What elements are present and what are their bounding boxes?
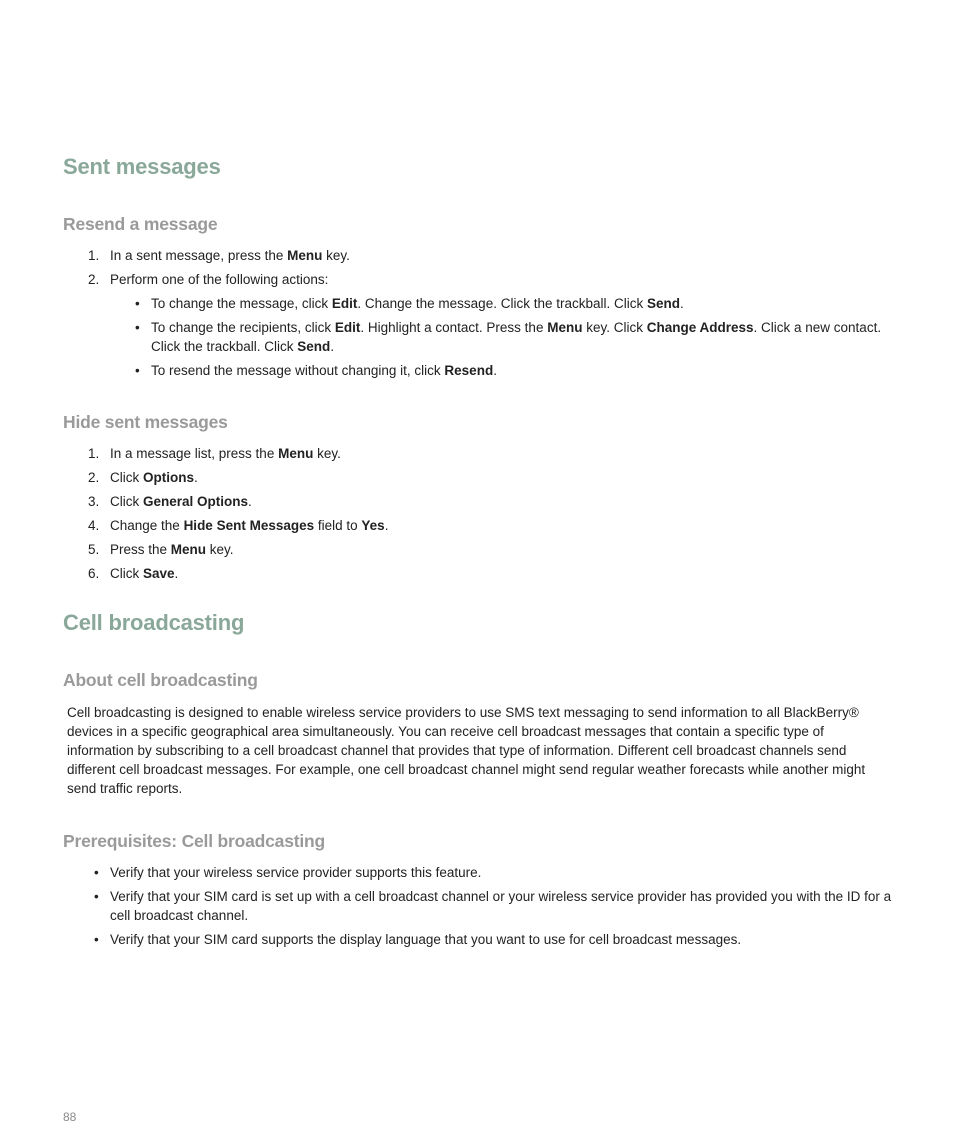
- bullet: •: [135, 296, 140, 311]
- hide-step-2: 2. Click Options.: [88, 470, 198, 485]
- heading-resend-message: Resend a message: [63, 214, 218, 234]
- bullet: •: [94, 865, 99, 880]
- about-cell-broadcasting-text: Cell broadcasting is designed to enable wireless service providers to use SMS text messaging to send information to all BlackBerry® devices in a specific geographical area simultaneously. You can receive cell broadcast messages that contain a specific type of information by subscribing to a cell broadcast channel that provides that type of information. Different cell broadcast channels send different cell broadcast messages. For example, one cell broadcast channel might send regular weather forecasts while another might send traffic reports.: [67, 705, 866, 796]
- bullet: •: [135, 363, 140, 378]
- prerequisite-item: • Verify that your wireless service provider supports this feature.: [94, 865, 482, 880]
- hide-step-6: 6. Click Save.: [88, 566, 179, 581]
- bullet: •: [94, 889, 99, 904]
- heading-hide-sent-messages: Hide sent messages: [63, 412, 228, 432]
- hide-step-3: 3. Click General Options.: [88, 494, 252, 509]
- hide-step-1: 1. In a message list, press the Menu key.: [88, 446, 341, 461]
- page-number: 88: [63, 1110, 77, 1124]
- resend-steps: [88, 246, 900, 294]
- bullet: •: [135, 320, 140, 335]
- resend-actions: [135, 294, 896, 385]
- resend-step-2: 2. Perform one of the following actions:: [88, 272, 329, 287]
- prerequisite-item: • Verify that your SIM card is set up with a cell broadcast channel or your wireless service provider has provided you with the ID for a cell broadcast channel.: [94, 889, 892, 923]
- heading-cell-broadcasting: Cell broadcasting: [63, 610, 245, 635]
- hide-step-5: 5. Press the Menu key.: [88, 542, 234, 557]
- hide-step-4: 4. Change the Hide Sent Messages field to Yes.: [88, 518, 389, 533]
- bullet: •: [94, 932, 99, 947]
- heading-sent-messages: Sent messages: [63, 154, 221, 179]
- prerequisites-list: [94, 863, 895, 954]
- action-change-recipients: • To change the recipients, click Edit. Highlight a contact. Press the Menu key. Click Change Address. Click a new contact. Click the trackball. Click Send.: [135, 320, 882, 354]
- resend-step-1: 1. In a sent message, press the Menu key.: [88, 248, 350, 263]
- prerequisite-item: • Verify that your SIM card supports the display language that you want to use for cell broadcast messages.: [94, 932, 742, 947]
- heading-prerequisites-cell-broadcasting: Prerequisites: Cell broadcasting: [63, 831, 326, 851]
- action-resend: • To resend the message without changing it, click Resend.: [135, 363, 497, 378]
- hide-steps: [88, 444, 900, 588]
- action-change-message: • To change the message, click Edit. Change the message. Click the trackball. Click Send.: [135, 296, 684, 311]
- heading-about-cell-broadcasting: About cell broadcasting: [63, 670, 258, 690]
